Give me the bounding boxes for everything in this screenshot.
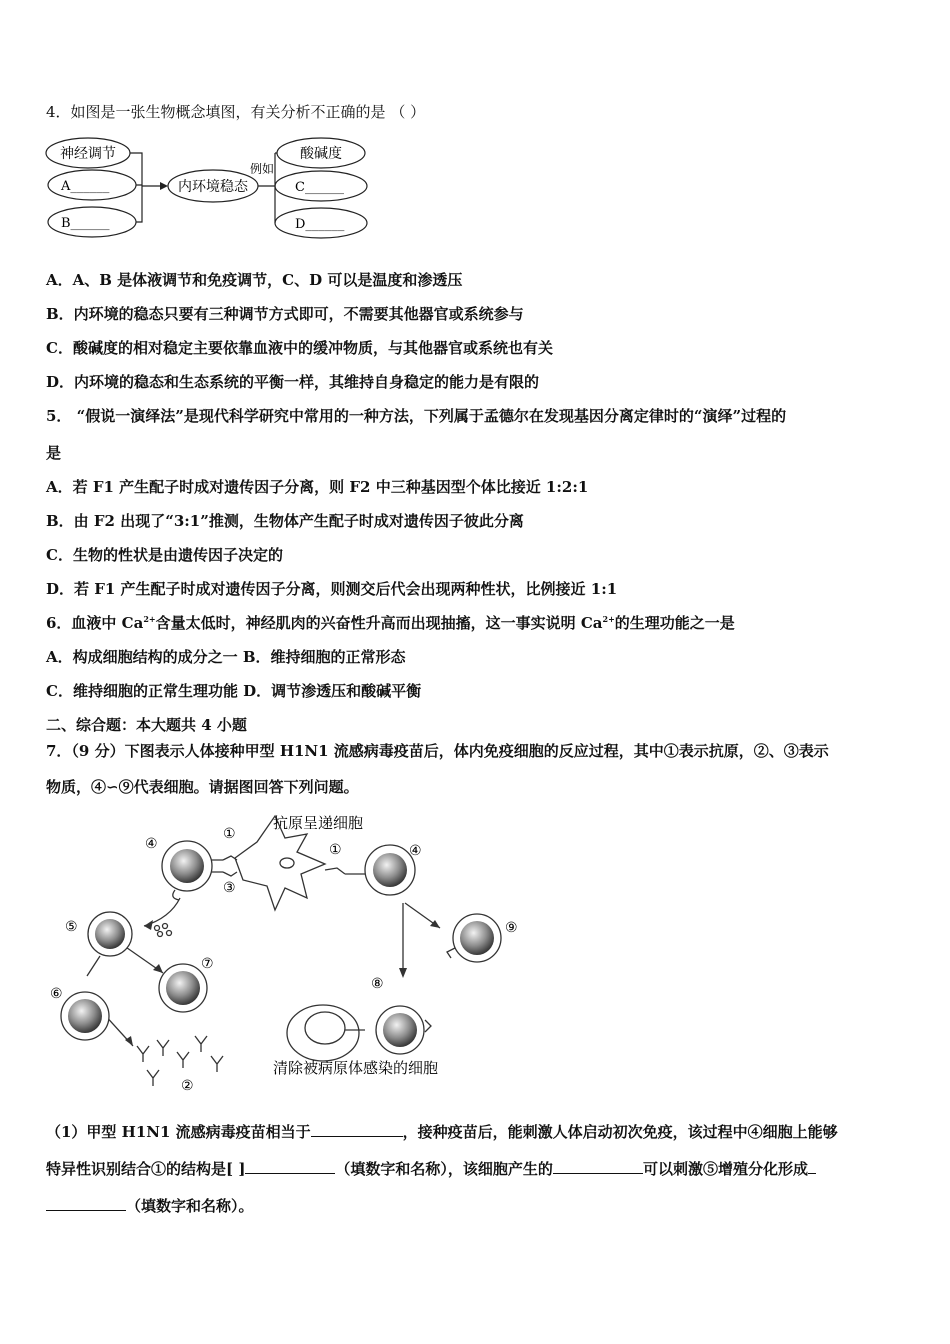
diagram-acid-label: 酸碱度 <box>300 146 342 162</box>
q7-sub1-part4: （填数字和名称），该细胞产生的 <box>335 1160 553 1178</box>
q4-option-a: A．A、B 是体液调节和免疫调节，C、D 可以是温度和渗透压 <box>46 271 463 289</box>
q7-stem-line2: 物质，④∽⑨代表细胞。请据图回答下列问题。 <box>46 778 359 796</box>
q5-stem-line2: 是 <box>46 444 62 462</box>
q5-option-d: D．若 F1 产生配子时成对遗传因子分离，则测交后代会出现两种性状，比例接近 1:1 <box>46 580 618 598</box>
answer-blank-4[interactable] <box>808 1157 816 1174</box>
q5-stem-line1: 5． “假说一演绎法”是现代科学研究中常用的一种方法，下列属于孟德尔在发现基因分离定律时的“演绎”过程的 <box>46 407 787 425</box>
q7-sub1-line3 <box>46 1194 254 1216</box>
q4-option-d: D．内环境的稳态和生态系统的平衡一样，其维持自身稳定的能力是有限的 <box>46 373 540 391</box>
section-2-heading: 二、综合题：本大题共 4 小题 <box>46 716 247 734</box>
fig-n4-left: ④ <box>145 836 158 852</box>
q7-stem-line1: 7．（9 分）下图表示人体接种甲型 H1N1 流感病毒疫苗后，体内免疫细胞的反应过程，其中①表示抗原，②、③表示 <box>46 742 829 760</box>
q7-immune-response-figure <box>45 808 535 1098</box>
q6-stem-part-b: 含量太低时，神经肌肉的兴奋性升高而出现抽搐，这一事实说明 Ca <box>155 614 603 632</box>
q7-sub1-line2 <box>46 1157 816 1179</box>
q4-option-b: B．内环境的稳态只要有三种调节方式即可，不需要其他器官或系统参与 <box>46 305 524 323</box>
diagram-example-label: 例如 <box>250 162 275 176</box>
q7-sub1-line1 <box>46 1120 838 1142</box>
fig-n9: ⑨ <box>505 920 518 936</box>
q4-stem: 4．如图是一张生物概念填图，有关分析不正确的是 （ ） <box>46 103 426 121</box>
fig-n3: ③ <box>223 880 236 896</box>
fig-n7: ⑦ <box>201 956 214 972</box>
q4-concept-diagram <box>45 134 375 244</box>
q6-options-row2: C．维持细胞的正常生理功能 D．调节渗透压和酸碱平衡 <box>46 682 422 700</box>
q6-stem-part-c: 的生理功能之一是 <box>614 614 735 632</box>
q6-stem-part-a: 6．血液中 Ca <box>46 614 144 632</box>
q4-option-c: C．酸碱度的相对稳定主要依靠血液中的缓冲物质，与其他器官或系统也有关 <box>46 339 553 357</box>
q6-stem <box>46 613 735 633</box>
fig-n6: ⑥ <box>50 986 63 1002</box>
answer-blank-2[interactable] <box>245 1157 335 1174</box>
q5-option-b: B．由 F2 出现了“3:1”推测，生物体产生配子时成对遗传因子彼此分离 <box>46 512 524 530</box>
answer-blank-5[interactable] <box>46 1194 126 1211</box>
q5-option-c: C．生物的性状是由遗传因子决定的 <box>46 546 283 564</box>
fig-clear-label: 清除被病原体感染的细胞 <box>273 1059 439 1077</box>
diagram-b-label: B______ <box>61 216 110 231</box>
q7-sub1-part1: （1）甲型 H1N1 流感病毒疫苗相当于 <box>46 1123 311 1141</box>
q6-options-row1: A．构成细胞结构的成分之一 B．维持细胞的正常形态 <box>46 648 406 666</box>
fig-n1-left: ① <box>223 826 236 842</box>
fig-n5: ⑤ <box>65 919 78 935</box>
fig-apc-label: 抗原呈递细胞 <box>273 814 364 832</box>
q5-option-a: A．若 F1 产生配子时成对遗传因子分离，则 F2 中三种基因型个体比接近 1:2:1 <box>46 478 589 496</box>
fig-n2: ② <box>181 1078 194 1094</box>
fig-n8: ⑧ <box>371 976 384 992</box>
q7-sub1-part6: （填数字和名称）。 <box>126 1197 254 1215</box>
q7-sub1-part3: 特异性识别结合①的结构是[ ] <box>46 1160 246 1178</box>
fig-n4-right: ④ <box>409 843 422 859</box>
q7-sub1-part2: ，接种疫苗后，能刺激人体启动初次免疫，该过程中④细胞上能够 <box>402 1123 838 1141</box>
answer-blank-3[interactable] <box>553 1157 643 1174</box>
q6-superscript-1: 2+ <box>143 614 156 624</box>
diagram-nervous-label: 神经调节 <box>60 146 116 162</box>
q6-superscript-2: 2+ <box>602 614 615 624</box>
diagram-d-label: D______ <box>295 217 345 232</box>
answer-blank-1[interactable] <box>311 1120 403 1137</box>
diagram-center-label: 内环境稳态 <box>178 179 248 195</box>
fig-n1-right: ① <box>329 842 342 858</box>
diagram-a-label: A______ <box>61 179 110 194</box>
diagram-c-label: C______ <box>295 180 344 195</box>
q7-sub1-part5: 可以刺激⑤增殖分化形成 <box>642 1160 808 1178</box>
